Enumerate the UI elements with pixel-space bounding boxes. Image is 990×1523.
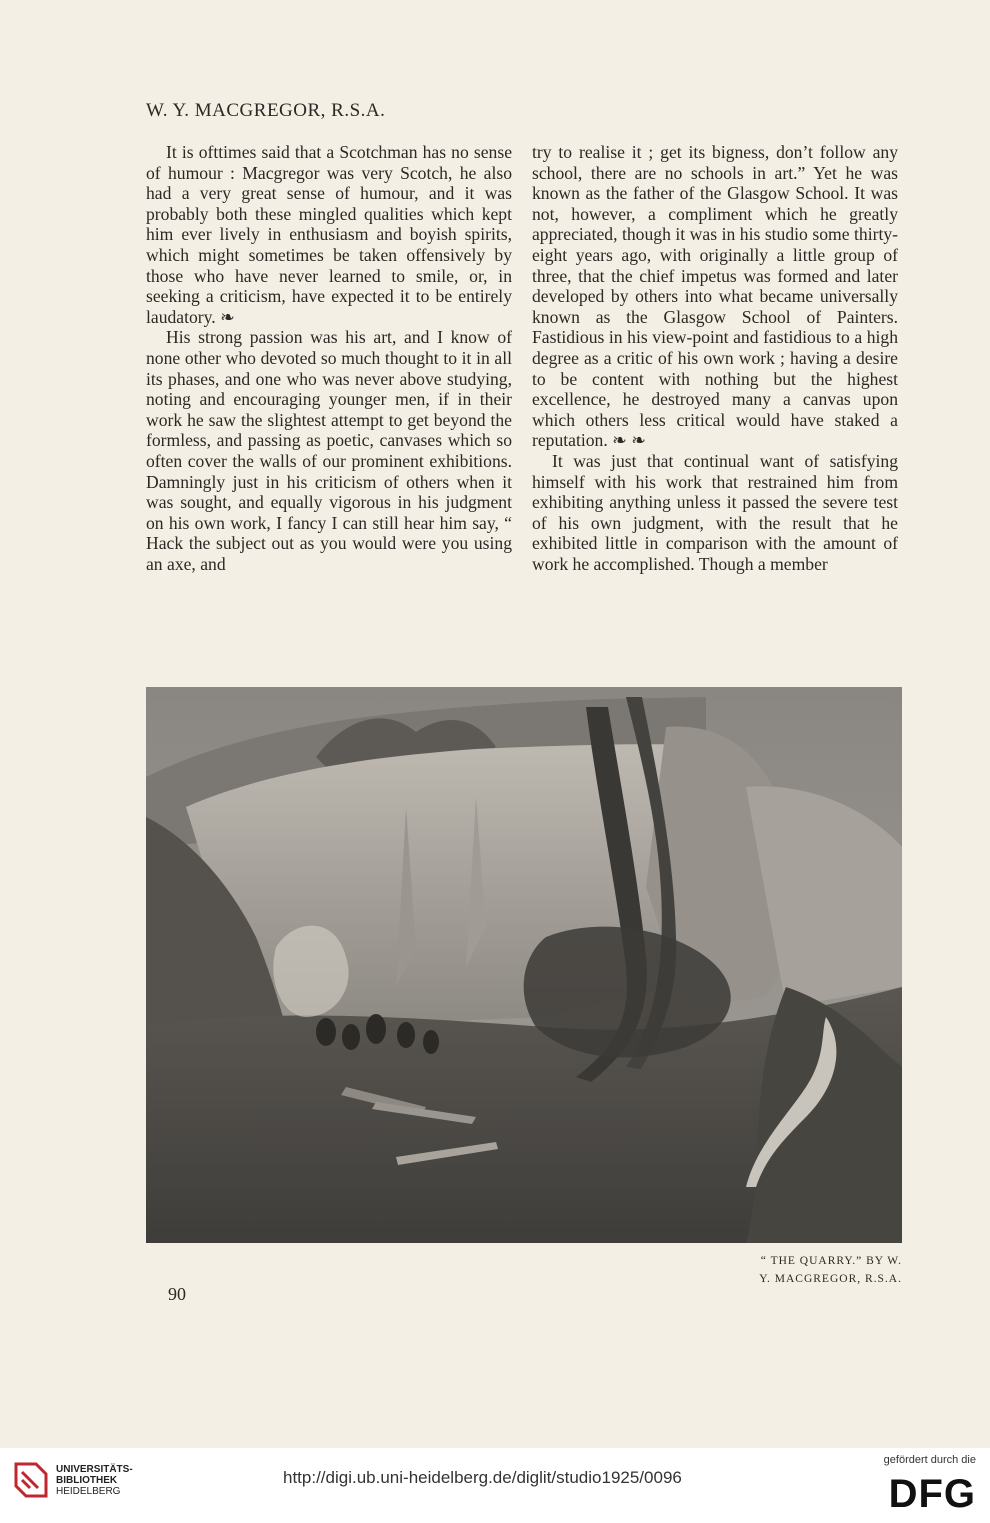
quarry-painting <box>146 687 902 1243</box>
left-paragraph-2: His strong passion was his art, and I know of none other who devoted so much thought to it in all its phases, and one who was never above studying, noting and encouraging younger men, if in their work he saw the slightest attempt to get beyond the formless, and passing as poetic, canvases which so often cover the walls of our prominent exhibitions. Damningly just in his criticism of others when it was sought, and equally vigorous in his judgment on his own work, I fancy I can still hear him say, “ Hack the subject out as you would were you using an axe, and <box>146 327 512 574</box>
left-column <box>146 142 512 574</box>
institution-line-3: HEIDELBERG <box>56 1486 121 1497</box>
footer-url-link[interactable]: http://digi.ub.uni-heidelberg.de/diglit/studio1925/0096 <box>283 1468 682 1487</box>
caption-line-1: “ THE QUARRY.” BY W. <box>760 1255 902 1267</box>
page-heading: W. Y. MACGREGOR, R.S.A. <box>146 100 386 121</box>
right-paragraph-2: It was just that continual want of satisfying himself with his work that restrained him from exhibiting anything unless it passed the severe test of his own judgment, with the result that he exhibited little in comparison with the amount of work he accomplished. Though a member <box>532 450 898 574</box>
right-column <box>532 142 898 574</box>
footer-bar <box>0 1448 990 1523</box>
figure-caption <box>759 1252 902 1288</box>
institution-line-1: UNIVERSITÄTS- <box>56 1464 133 1475</box>
footer-institution <box>56 1464 133 1497</box>
right-paragraph-1: try to realise it ; get its bigness, don’t follow any school, there are no schools in art.” Yet he was known as the father of the Glasgow School. It was not, however, a compliment which he greatly appreciated, though it was in his studio some thirty-eight years ago, with originally a little group of three, that the chief impetus was formed and later developed by others into what became universally known as the Glasgow School of Painters. Fastidious in his view-point and fastidious to a high degree as a critic of his own work ; having a desire to be content with nothing but the highest excellence, he destroyed many a canvas upon which others less critical would have staked a reputation. ❧ ❧ <box>532 142 898 451</box>
university-library-logo-icon <box>12 1460 50 1500</box>
sponsor-text: gefördert durch die <box>883 1454 976 1466</box>
left-paragraph-1: It is ofttimes said that a Scotchman has no sense of humour : Macgregor was very Scotch, he also had a very great sense of humour, and it was probably both these mingled qualities which kept him ever lively in enthusiasm and boyish spirits, which might sometimes be taken offensively by those who have never learned to smile, or, in seeking a criticism, have expected it to be entirely laudatory. ❧ <box>146 142 512 327</box>
page-number: 90 <box>168 1284 186 1304</box>
dfg-logo: DFG <box>888 1472 976 1516</box>
institution-line-2: BIBLIOTHEK <box>56 1475 118 1486</box>
caption-line-2: Y. MACGREGOR, R.S.A. <box>759 1273 902 1285</box>
